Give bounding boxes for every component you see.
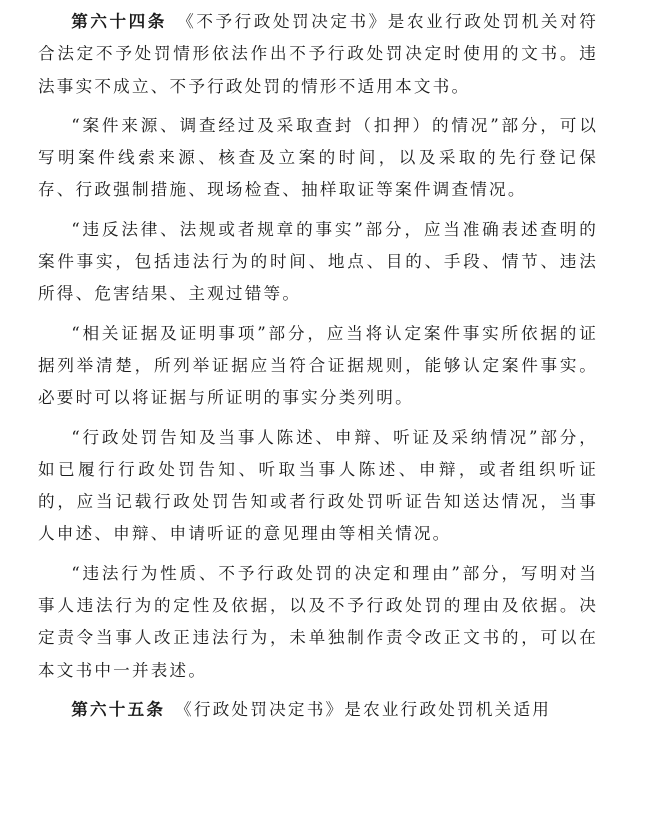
paragraph-notification-hearing: “行政处罚告知及当事人陈述、申辩、听证及采纳情况”部分，如已履行行政处罚告知、听取当事人陈述、申辩，或者组织听证的，应当记载行政处罚告知或者行政处罚听证告知送达情况，当事人申述、申辩、申请听证的意见理由等相关情况。 <box>38 427 598 544</box>
article-text: 《行政处罚决定书》是农业行政处罚机关适用 <box>175 699 552 719</box>
document-page <box>38 6 598 733</box>
article-65-paragraph <box>38 694 598 726</box>
article-text: 《不予行政处罚决定书》是农业行政处罚机关对符合法定不予处罚情形依法作出不予行政处罚决定时使用的文书。违法事实不成立、不予行政处罚的情形不适用本文书。 <box>38 12 599 96</box>
paragraph-violation-facts: “违反法律、法规或者规章的事实”部分，应当准确表述查明的案件事实，包括违法行为的时间、地点、目的、手段、情节、违法所得、危害结果、主观过错等。 <box>38 219 598 304</box>
paragraph-case-source: “案件来源、调查经过及采取查封（扣押）的情况”部分，可以写明案件线索来源、核查及立案的时间，以及采取的先行登记保存、行政强制措施、现场检查、抽样取证等案件调查情况。 <box>38 115 598 200</box>
article-number: 第六十四条 <box>71 12 167 31</box>
paragraph-nature-decision: “违法行为性质、不予行政处罚的决定和理由”部分，写明对当事人违法行为的定性及依据，以及不予行政处罚的理由及依据。决定责令当事人改正违法行为，未单独制作责令改正文书的，可以在本文书中一并表述。 <box>38 563 598 680</box>
article-64-paragraph <box>38 6 598 103</box>
paragraph-evidence: “相关证据及证明事项”部分，应当将认定案件事实所依据的证据列举清楚，所列举证据应当符合证据规则，能够认定案件事实。必要时可以将证据与所证明的事实分类列明。 <box>38 323 598 408</box>
article-number: 第六十五条 <box>71 699 166 719</box>
